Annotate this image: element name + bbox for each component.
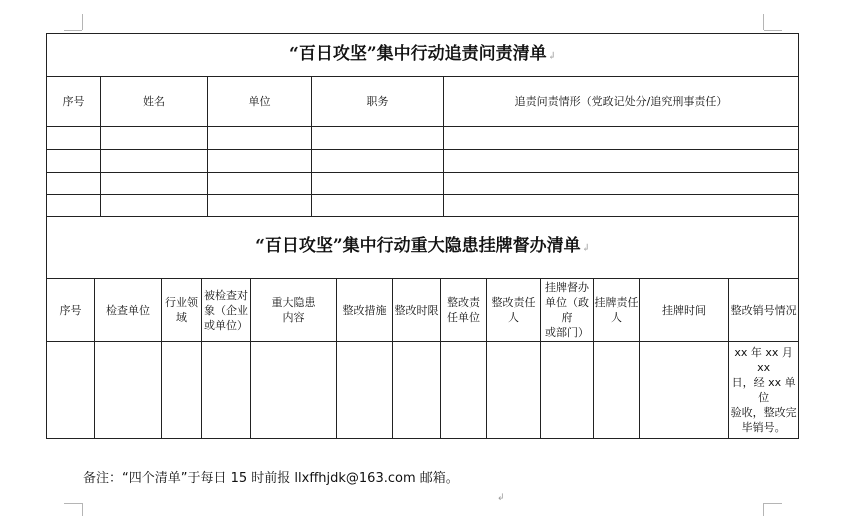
header-cell-supervising-unit: 挂牌督办 单位（政府 或部门）: [541, 279, 594, 342]
crop-mark-top-right: [763, 14, 764, 30]
crop-mark-top-left-h: [64, 30, 82, 31]
header-cell-supervising-person: 挂牌责任 人: [594, 279, 640, 342]
header-cell-name: 姓名: [101, 77, 208, 127]
header-cell-deadline: 整改时限: [393, 279, 441, 342]
header-cell-inspected-object: 被检查对 象（企业 或单位）: [202, 279, 251, 342]
header-cell-index: 序号: [47, 279, 95, 342]
closure-status-note: xx 年 xx 月 xx 日，经 xx 单位 验收，整改完 毕销号。: [729, 342, 799, 439]
crop-mark-top-left: [82, 14, 83, 30]
header-cell-responsible-person: 整改责任 人: [487, 279, 541, 342]
crop-mark-bottom-right-h: [764, 503, 782, 504]
header-cell-inspecting-unit: 检查单位: [95, 279, 162, 342]
hazard-supervision-table: [46, 216, 799, 439]
header-cell-unit: 单位: [208, 77, 312, 127]
crop-mark-top-right-h: [764, 30, 782, 31]
crop-mark-bottom-left: [82, 503, 83, 516]
table-row: [47, 195, 799, 217]
paragraph-mark: ↲: [497, 493, 505, 503]
table-row: [47, 342, 799, 439]
table-row: [47, 150, 799, 173]
header-cell-responsible-unit: 整改责 任单位: [441, 279, 487, 342]
hazard-table-title: “百日攻坚”集中行动重大隐患挂牌督办清单↲: [47, 217, 799, 279]
header-cell-industry: 行业领 域: [162, 279, 202, 342]
crop-mark-bottom-right: [763, 503, 764, 516]
header-cell-measures: 整改措施: [337, 279, 393, 342]
header-cell-closure-status: 整改销号情况: [729, 279, 799, 342]
header-cell-listing-time: 挂牌时间: [640, 279, 729, 342]
footer-note: 备注：“四个清单”于每日 15 时前报 llxffhjdk@163.com 邮箱。: [83, 471, 459, 486]
header-cell-hazard-content: 重大隐患 内容: [251, 279, 337, 342]
header-cell-index: 序号: [47, 77, 101, 127]
table-row: [47, 173, 799, 195]
table-row: [47, 127, 799, 150]
accountability-table: [46, 33, 799, 217]
header-cell-position: 职务: [312, 77, 444, 127]
crop-mark-bottom-left-h: [64, 503, 82, 504]
header-cell-accountability: 追责问责情形（党政记处分/追究刑事责任）: [444, 77, 799, 127]
accountability-table-title: “百日攻坚”集中行动追责问责清单↲: [47, 34, 799, 77]
